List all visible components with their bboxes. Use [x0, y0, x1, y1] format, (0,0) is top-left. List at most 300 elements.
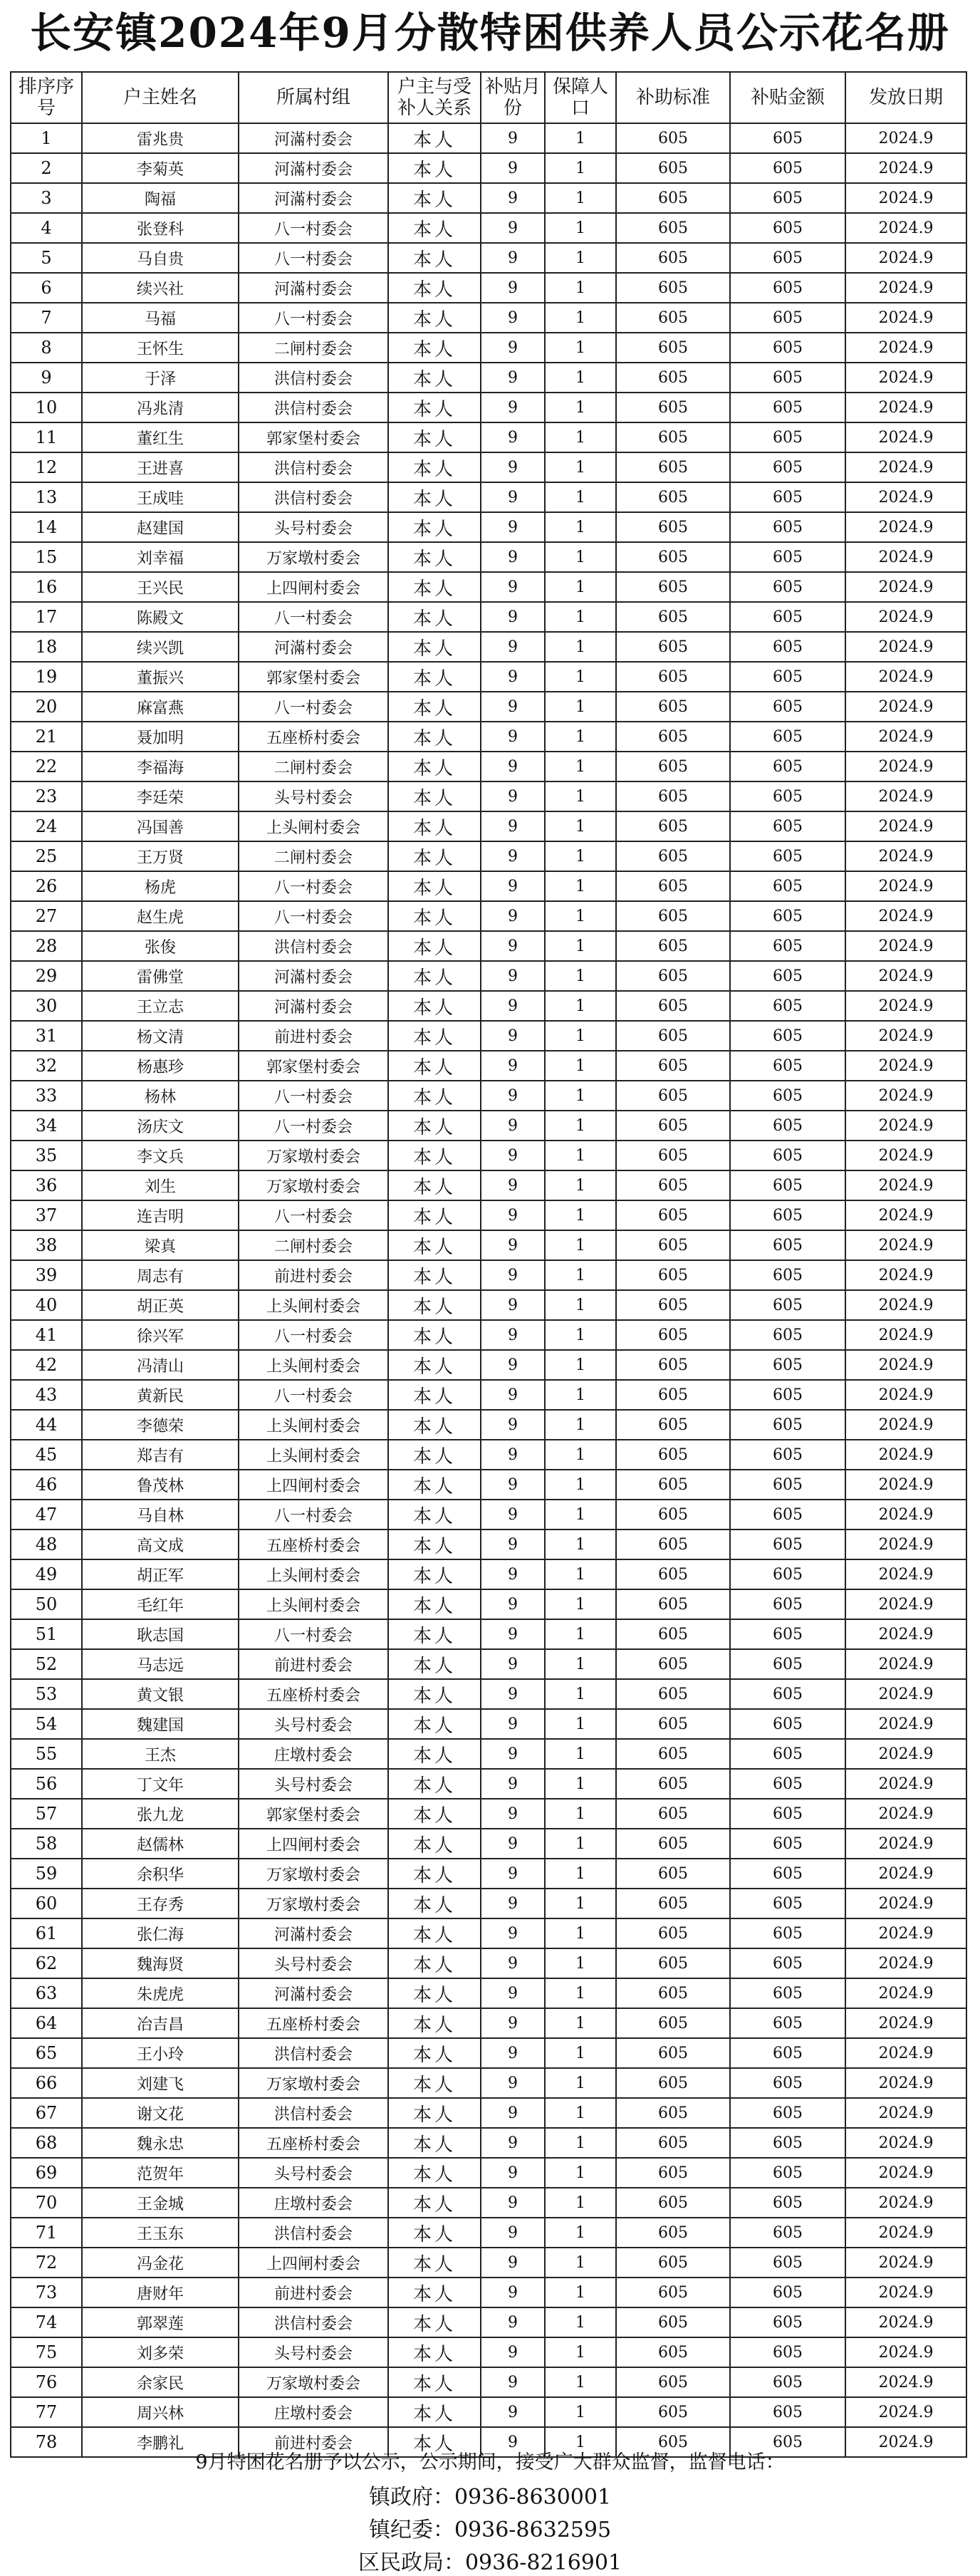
cell-village: 前进村委会: [239, 1649, 388, 1679]
cell-month: 9: [481, 2128, 545, 2158]
cell-amount: 605: [730, 1081, 845, 1111]
table-row: [11, 2278, 966, 2307]
cell-standard: 605: [616, 1141, 730, 1170]
cell-name: 董红生: [82, 422, 239, 452]
cell-village: 八一村委会: [239, 871, 388, 901]
cell-population: 1: [545, 1918, 616, 1948]
table-row: [11, 1948, 966, 1978]
cell-relation: 本人: [388, 2188, 481, 2218]
table-row: [11, 1111, 966, 1141]
cell-date: 2024.9: [845, 1619, 966, 1649]
cell-name: 刘幸福: [82, 542, 239, 572]
cell-serial: 16: [11, 572, 82, 602]
cell-date: 2024.9: [845, 1081, 966, 1111]
cell-standard: 605: [616, 1470, 730, 1500]
table-row: [11, 1679, 966, 1709]
table-row: [11, 1918, 966, 1948]
cell-name: 魏永忠: [82, 2128, 239, 2158]
cell-name: 郭翠莲: [82, 2307, 239, 2337]
cell-date: 2024.9: [845, 1530, 966, 1559]
cell-village: 庄墩村委会: [239, 2397, 388, 2427]
cell-population: 1: [545, 662, 616, 692]
cell-relation: 本人: [388, 303, 481, 333]
cell-date: 2024.9: [845, 1829, 966, 1859]
cell-name: 于泽: [82, 363, 239, 393]
table-row: [11, 811, 966, 841]
cell-date: 2024.9: [845, 1709, 966, 1739]
header-population: 保障人口: [545, 72, 616, 123]
cell-village: 前进村委会: [239, 1260, 388, 1290]
cell-amount: 605: [730, 871, 845, 901]
cell-date: 2024.9: [845, 363, 966, 393]
cell-serial: 76: [11, 2367, 82, 2397]
cell-name: 续兴社: [82, 273, 239, 303]
cell-serial: 29: [11, 961, 82, 991]
cell-standard: 605: [616, 393, 730, 422]
cell-standard: 605: [616, 841, 730, 871]
cell-name: 王怀生: [82, 333, 239, 363]
table-row: [11, 752, 966, 781]
table-row: [11, 393, 966, 422]
cell-serial: 63: [11, 1978, 82, 2008]
cell-serial: 36: [11, 1170, 82, 1200]
cell-month: 9: [481, 1799, 545, 1829]
cell-village: 河滿村委会: [239, 153, 388, 183]
cell-relation: 本人: [388, 1170, 481, 1200]
cell-standard: 605: [616, 1619, 730, 1649]
table-row: [11, 1829, 966, 1859]
header-name: 户主姓名: [82, 72, 239, 123]
cell-population: 1: [545, 2008, 616, 2038]
footer-phone-discipline: 镇纪委：0936-8632595: [368, 2518, 612, 2543]
cell-relation: 本人: [388, 393, 481, 422]
table-row: [11, 1410, 966, 1440]
cell-village: 洪信村委会: [239, 2038, 388, 2068]
cell-serial: 25: [11, 841, 82, 871]
cell-date: 2024.9: [845, 2098, 966, 2128]
table-row: [11, 1500, 966, 1530]
cell-serial: 5: [11, 243, 82, 273]
cell-village: 河滿村委会: [239, 632, 388, 662]
cell-serial: 71: [11, 2218, 82, 2248]
cell-name: 王进喜: [82, 452, 239, 482]
cell-standard: 605: [616, 2098, 730, 2128]
cell-amount: 605: [730, 1948, 845, 1978]
cell-population: 1: [545, 1230, 616, 1260]
cell-date: 2024.9: [845, 243, 966, 273]
table-row: [11, 2248, 966, 2278]
cell-serial: 69: [11, 2158, 82, 2188]
cell-relation: 本人: [388, 333, 481, 363]
cell-amount: 605: [730, 662, 845, 692]
header-serial: 排序序号: [11, 72, 82, 123]
cell-month: 9: [481, 1141, 545, 1170]
cell-population: 1: [545, 1799, 616, 1829]
cell-population: 1: [545, 422, 616, 452]
cell-village: 万家墩村委会: [239, 1859, 388, 1889]
cell-relation: 本人: [388, 1799, 481, 1829]
cell-standard: 605: [616, 2367, 730, 2397]
cell-village: 万家墩村委会: [239, 2367, 388, 2397]
cell-date: 2024.9: [845, 1380, 966, 1410]
cell-relation: 本人: [388, 1350, 481, 1380]
cell-standard: 605: [616, 1081, 730, 1111]
cell-amount: 605: [730, 2188, 845, 2218]
cell-population: 1: [545, 512, 616, 542]
cell-amount: 605: [730, 1829, 845, 1859]
cell-standard: 605: [616, 1111, 730, 1141]
table-row: [11, 961, 966, 991]
cell-date: 2024.9: [845, 1649, 966, 1679]
cell-name: 梁真: [82, 1230, 239, 1260]
cell-standard: 605: [616, 542, 730, 572]
cell-population: 1: [545, 2307, 616, 2337]
cell-village: 上头闸村委会: [239, 1559, 388, 1589]
cell-serial: 39: [11, 1260, 82, 1290]
cell-month: 9: [481, 2218, 545, 2248]
cell-serial: 21: [11, 722, 82, 752]
cell-relation: 本人: [388, 2218, 481, 2248]
cell-serial: 27: [11, 901, 82, 931]
cell-amount: 605: [730, 1320, 845, 1350]
cell-population: 1: [545, 841, 616, 871]
cell-relation: 本人: [388, 1320, 481, 1350]
cell-name: 唐财年: [82, 2278, 239, 2307]
cell-month: 9: [481, 1948, 545, 1978]
cell-date: 2024.9: [845, 422, 966, 452]
cell-village: 八一村委会: [239, 1619, 388, 1649]
cell-month: 9: [481, 901, 545, 931]
cell-date: 2024.9: [845, 1769, 966, 1799]
cell-population: 1: [545, 1290, 616, 1320]
cell-serial: 48: [11, 1530, 82, 1559]
cell-date: 2024.9: [845, 1230, 966, 1260]
cell-name: 张俊: [82, 931, 239, 961]
cell-month: 9: [481, 363, 545, 393]
table-row: [11, 2188, 966, 2218]
cell-name: 冯兆清: [82, 393, 239, 422]
cell-month: 9: [481, 2307, 545, 2337]
cell-relation: 本人: [388, 692, 481, 722]
cell-standard: 605: [616, 2128, 730, 2158]
cell-serial: 49: [11, 1559, 82, 1589]
cell-date: 2024.9: [845, 2337, 966, 2367]
cell-standard: 605: [616, 1051, 730, 1081]
cell-population: 1: [545, 1709, 616, 1739]
cell-amount: 605: [730, 931, 845, 961]
cell-date: 2024.9: [845, 542, 966, 572]
cell-amount: 605: [730, 482, 845, 512]
cell-population: 1: [545, 1440, 616, 1470]
cell-name: 余积华: [82, 1859, 239, 1889]
cell-date: 2024.9: [845, 1170, 966, 1200]
table-row: [11, 1081, 966, 1111]
cell-standard: 605: [616, 692, 730, 722]
cell-standard: 605: [616, 602, 730, 632]
cell-amount: 605: [730, 542, 845, 572]
cell-serial: 37: [11, 1200, 82, 1230]
cell-month: 9: [481, 752, 545, 781]
cell-population: 1: [545, 153, 616, 183]
cell-serial: 68: [11, 2128, 82, 2158]
cell-serial: 6: [11, 273, 82, 303]
cell-village: 前进村委会: [239, 2427, 388, 2457]
table-row: [11, 1200, 966, 1230]
cell-serial: 35: [11, 1141, 82, 1170]
cell-month: 9: [481, 692, 545, 722]
cell-standard: 605: [616, 1649, 730, 1679]
cell-month: 9: [481, 422, 545, 452]
table-header-row: [11, 72, 966, 123]
cell-standard: 605: [616, 1829, 730, 1859]
cell-amount: 605: [730, 2367, 845, 2397]
cell-name: 连吉明: [82, 1200, 239, 1230]
cell-relation: 本人: [388, 2158, 481, 2188]
cell-serial: 53: [11, 1679, 82, 1709]
cell-name: 刘生: [82, 1170, 239, 1200]
cell-date: 2024.9: [845, 2427, 966, 2457]
cell-month: 9: [481, 273, 545, 303]
cell-date: 2024.9: [845, 752, 966, 781]
cell-amount: 605: [730, 512, 845, 542]
cell-date: 2024.9: [845, 1589, 966, 1619]
cell-month: 9: [481, 1500, 545, 1530]
cell-relation: 本人: [388, 811, 481, 841]
cell-serial: 67: [11, 2098, 82, 2128]
table-row: [11, 1380, 966, 1410]
cell-population: 1: [545, 1141, 616, 1170]
cell-date: 2024.9: [845, 1320, 966, 1350]
table-row: [11, 303, 966, 333]
table-row: [11, 2128, 966, 2158]
table-row: [11, 1440, 966, 1470]
cell-population: 1: [545, 183, 616, 213]
cell-standard: 605: [616, 2008, 730, 2038]
cell-date: 2024.9: [845, 1111, 966, 1141]
cell-village: 万家墩村委会: [239, 1889, 388, 1918]
cell-standard: 605: [616, 2248, 730, 2278]
cell-population: 1: [545, 961, 616, 991]
table-row: [11, 1230, 966, 1260]
cell-name: 王立志: [82, 991, 239, 1021]
cell-amount: 605: [730, 303, 845, 333]
cell-standard: 605: [616, 2337, 730, 2367]
cell-amount: 605: [730, 213, 845, 243]
cell-population: 1: [545, 1500, 616, 1530]
cell-serial: 30: [11, 991, 82, 1021]
cell-relation: 本人: [388, 1230, 481, 1260]
cell-population: 1: [545, 393, 616, 422]
cell-month: 9: [481, 1889, 545, 1918]
table-row: [11, 2068, 966, 2098]
cell-name: 马自贵: [82, 243, 239, 273]
cell-amount: 605: [730, 2098, 845, 2128]
cell-amount: 605: [730, 273, 845, 303]
cell-standard: 605: [616, 1350, 730, 1380]
table-row: [11, 2038, 966, 2068]
cell-month: 9: [481, 1200, 545, 1230]
cell-relation: 本人: [388, 452, 481, 482]
cell-population: 1: [545, 871, 616, 901]
cell-serial: 2: [11, 153, 82, 183]
cell-serial: 58: [11, 1829, 82, 1859]
cell-amount: 605: [730, 722, 845, 752]
cell-name: 冯国善: [82, 811, 239, 841]
cell-population: 1: [545, 482, 616, 512]
cell-relation: 本人: [388, 2248, 481, 2278]
table-row: [11, 1799, 966, 1829]
cell-serial: 26: [11, 871, 82, 901]
cell-month: 9: [481, 632, 545, 662]
cell-name: 马福: [82, 303, 239, 333]
cell-village: 上四闸村委会: [239, 2248, 388, 2278]
cell-standard: 605: [616, 273, 730, 303]
cell-village: 万家墩村委会: [239, 1170, 388, 1200]
cell-relation: 本人: [388, 1769, 481, 1799]
cell-amount: 605: [730, 243, 845, 273]
cell-population: 1: [545, 2278, 616, 2307]
header-standard: 补助标准: [616, 72, 730, 123]
cell-standard: 605: [616, 2158, 730, 2188]
footer-phone-civil-affairs: 区民政局：0936-8216901: [358, 2550, 622, 2575]
cell-date: 2024.9: [845, 183, 966, 213]
cell-month: 9: [481, 123, 545, 153]
cell-village: 洪信村委会: [239, 482, 388, 512]
cell-month: 9: [481, 1410, 545, 1440]
cell-date: 2024.9: [845, 1679, 966, 1709]
cell-serial: 47: [11, 1500, 82, 1530]
header-month: 补贴月份: [481, 72, 545, 123]
cell-month: 9: [481, 2158, 545, 2188]
cell-relation: 本人: [388, 1141, 481, 1170]
cell-amount: 605: [730, 1709, 845, 1739]
cell-village: 上头闸村委会: [239, 1290, 388, 1320]
cell-village: 郭家堡村委会: [239, 662, 388, 692]
cell-standard: 605: [616, 901, 730, 931]
cell-relation: 本人: [388, 213, 481, 243]
header-village: 所属村组: [239, 72, 388, 123]
cell-name: 王万贤: [82, 841, 239, 871]
cell-population: 1: [545, 901, 616, 931]
table-row: [11, 2218, 966, 2248]
cell-amount: 605: [730, 2307, 845, 2337]
cell-relation: 本人: [388, 2038, 481, 2068]
cell-population: 1: [545, 1769, 616, 1799]
cell-relation: 本人: [388, 1559, 481, 1589]
cell-population: 1: [545, 1021, 616, 1051]
cell-amount: 605: [730, 1978, 845, 2008]
cell-month: 9: [481, 393, 545, 422]
cell-village: 五座桥村委会: [239, 722, 388, 752]
cell-population: 1: [545, 1829, 616, 1859]
cell-standard: 605: [616, 2397, 730, 2427]
cell-relation: 本人: [388, 1948, 481, 1978]
cell-village: 八一村委会: [239, 1320, 388, 1350]
cell-month: 9: [481, 1619, 545, 1649]
cell-name: 郑吉有: [82, 1440, 239, 1470]
cell-amount: 605: [730, 692, 845, 722]
table-row: [11, 1978, 966, 2008]
cell-serial: 73: [11, 2278, 82, 2307]
cell-date: 2024.9: [845, 303, 966, 333]
cell-date: 2024.9: [845, 692, 966, 722]
table-row: [11, 512, 966, 542]
table-row: [11, 572, 966, 602]
cell-name: 李廷荣: [82, 781, 239, 811]
cell-month: 9: [481, 2068, 545, 2098]
cell-population: 1: [545, 1470, 616, 1500]
cell-name: 王存秀: [82, 1889, 239, 1918]
cell-date: 2024.9: [845, 2188, 966, 2218]
cell-population: 1: [545, 752, 616, 781]
table-row: [11, 2367, 966, 2397]
cell-serial: 9: [11, 363, 82, 393]
cell-month: 9: [481, 1530, 545, 1559]
cell-relation: 本人: [388, 1380, 481, 1410]
cell-serial: 65: [11, 2038, 82, 2068]
cell-name: 胡正军: [82, 1559, 239, 1589]
cell-amount: 605: [730, 1918, 845, 1948]
table-row: [11, 841, 966, 871]
cell-standard: 605: [616, 1260, 730, 1290]
cell-date: 2024.9: [845, 991, 966, 1021]
cell-relation: 本人: [388, 243, 481, 273]
cell-population: 1: [545, 2367, 616, 2397]
cell-date: 2024.9: [845, 482, 966, 512]
cell-village: 头号村委会: [239, 2337, 388, 2367]
cell-name: 王金城: [82, 2188, 239, 2218]
cell-serial: 10: [11, 393, 82, 422]
cell-month: 9: [481, 1380, 545, 1410]
cell-date: 2024.9: [845, 2397, 966, 2427]
cell-village: 头号村委会: [239, 1709, 388, 1739]
cell-relation: 本人: [388, 2427, 481, 2457]
cell-standard: 605: [616, 1769, 730, 1799]
cell-serial: 8: [11, 333, 82, 363]
cell-population: 1: [545, 1320, 616, 1350]
cell-village: 二闸村委会: [239, 333, 388, 363]
cell-population: 1: [545, 1649, 616, 1679]
table-row: [11, 1769, 966, 1799]
cell-village: 河滿村委会: [239, 1978, 388, 2008]
cell-population: 1: [545, 1889, 616, 1918]
cell-month: 9: [481, 1739, 545, 1769]
cell-relation: 本人: [388, 781, 481, 811]
cell-standard: 605: [616, 662, 730, 692]
cell-serial: 32: [11, 1051, 82, 1081]
cell-amount: 605: [730, 1410, 845, 1440]
table-row: [11, 1021, 966, 1051]
cell-population: 1: [545, 2128, 616, 2158]
cell-village: 五座桥村委会: [239, 2128, 388, 2158]
cell-date: 2024.9: [845, 961, 966, 991]
table-row: [11, 213, 966, 243]
cell-population: 1: [545, 2427, 616, 2457]
cell-standard: 605: [616, 1440, 730, 1470]
cell-serial: 11: [11, 422, 82, 452]
table-row: [11, 602, 966, 632]
cell-amount: 605: [730, 961, 845, 991]
cell-month: 9: [481, 1978, 545, 2008]
cell-serial: 13: [11, 482, 82, 512]
cell-amount: 605: [730, 422, 845, 452]
cell-date: 2024.9: [845, 1948, 966, 1978]
table-row: [11, 1589, 966, 1619]
cell-serial: 41: [11, 1320, 82, 1350]
cell-name: 赵生虎: [82, 901, 239, 931]
cell-name: 周兴林: [82, 2397, 239, 2427]
cell-amount: 605: [730, 2008, 845, 2038]
